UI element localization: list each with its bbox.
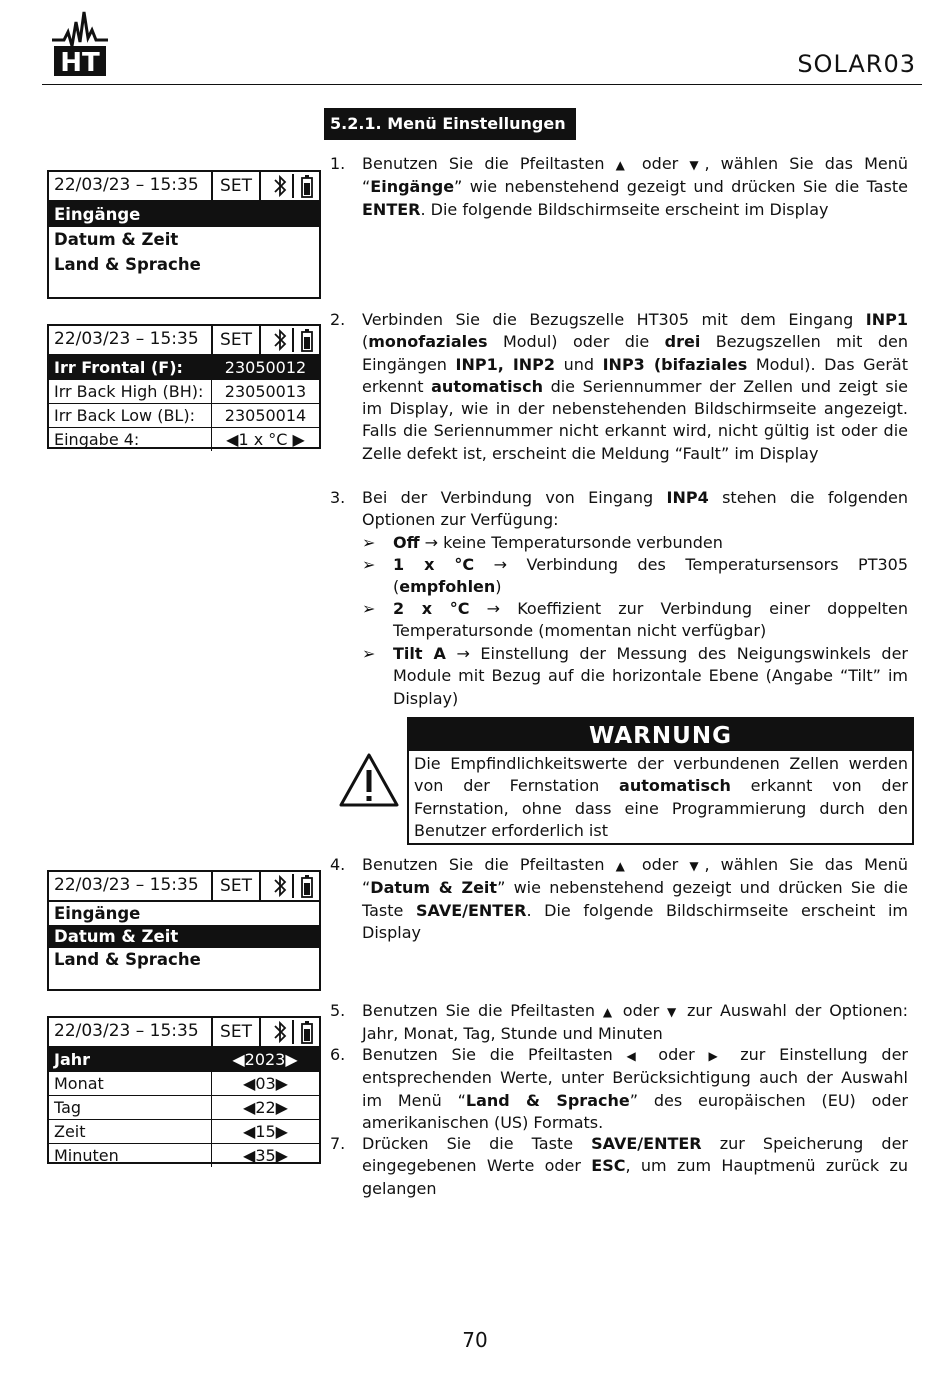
battery-icon [302, 875, 312, 897]
setting-label: Tag [54, 1098, 82, 1117]
screen-datetime: 22/03/23 – 15:35 [54, 1021, 199, 1041]
step-number: 2. [330, 310, 346, 329]
menu-item-datum-zeit[interactable]: Datum & Zeit [54, 230, 179, 249]
setting-row-tag[interactable] [49, 1096, 319, 1120]
screen-menu-date-time [47, 870, 321, 991]
step-number: 5. [330, 1001, 346, 1020]
input-value: 23050013 [211, 380, 319, 403]
input-row-eingabe-4[interactable] [49, 428, 319, 451]
screen-datetime: 22/03/23 – 15:35 [54, 175, 199, 195]
setting-row-monat[interactable] [49, 1072, 319, 1096]
option-1xc: 1 x °C → Verbindung des Temperatursensors PT305 (empfohlen) [393, 555, 908, 597]
screen-date-time-settings [47, 1016, 321, 1164]
setting-row-jahr[interactable] [49, 1048, 319, 1072]
screen-set-label: SET [211, 326, 261, 354]
warning-text: Die Empfindlichkeitswerte der verbundenen Zellen werden von der Fernstation automatisch erkannt von der Fernstation, ohne dass eine Programmierung durch den Benutzer erforderlich ist [414, 754, 909, 840]
screen-inputs [47, 324, 321, 449]
logo-text: HT [60, 48, 100, 78]
input-value: 23050012 [211, 356, 319, 379]
step-number: 4. [330, 855, 346, 874]
screen-set-label: SET [211, 1018, 261, 1046]
screen-menu-inputs [47, 170, 321, 299]
step-number: 7. [330, 1134, 346, 1153]
input-value: 23050014 [211, 404, 319, 427]
menu-item-eingaenge[interactable]: Eingänge [54, 904, 141, 923]
screen-datetime: 22/03/23 – 15:35 [54, 329, 199, 349]
ht-logo [50, 8, 110, 78]
menu-item-datum-zeit[interactable]: Datum & Zeit [49, 925, 319, 948]
setting-value: ◀22▶ [211, 1096, 319, 1119]
page-number: 70 [462, 1328, 488, 1352]
step-3-text: Bei der Verbindung von Eingang INP4 stehen die folgenden Optionen zur Verfügung: [362, 488, 908, 530]
setting-value: ◀03▶ [211, 1072, 319, 1095]
screen-header [49, 1018, 319, 1048]
step-2-text: Verbinden Sie die Bezugszelle HT305 mit dem Eingang INP1 (monofaziales Modul) oder die drei Bezugszellen mit den Eingängen INP1, INP2 und INP3 (bifaziales Modul). Das Gerät erkennt automatisch die Seriennummer der Zellen und zeigt sie im Display, wie in der nebenstehenden Bildschirmseite angezeigt. Falls die Seriennummer nicht erkannt wird, nicht gültig ist oder die Zelle defekt ist, erscheint die Meldung “Fault” im Display [362, 310, 909, 463]
screen-set-label: SET [211, 872, 261, 900]
setting-label: Zeit [54, 1122, 86, 1141]
bluetooth-icon [275, 1023, 285, 1041]
header-divider [42, 84, 922, 85]
input-label: Eingabe 4: [54, 430, 140, 449]
menu-item-eingaenge[interactable]: Eingänge [49, 202, 319, 227]
input-label: Irr Frontal (F): [54, 358, 183, 377]
input-value: ◀1 x °C ▶ [211, 428, 319, 451]
screen-datetime: 22/03/23 – 15:35 [54, 875, 199, 895]
option-off: Off → keine Temperatursonde verbunden [393, 533, 723, 552]
screen-header [49, 326, 319, 356]
bullet-marker: ➢ [362, 533, 376, 552]
option-tilt: Tilt A → Einstellung der Messung des Neigungswinkels der Module mit Bezug auf die horizontale Ebene (Angabe “Tilt” im Display) [393, 644, 908, 708]
warning-box [407, 717, 914, 845]
setting-row-minuten[interactable] [49, 1144, 319, 1167]
setting-row-zeit[interactable] [49, 1120, 319, 1144]
step-number: 6. [330, 1045, 346, 1064]
step-7-text: Drücken Sie die Taste SAVE/ENTER zur Speicherung der eingegebenen Werte oder ESC, um zum Hauptmenü zurück zu gelangen [362, 1134, 908, 1198]
option-2xc: 2 x °C → Koeffizient zur Verbindung einer doppelten Temperatursonde (momentan nicht verfügbar) [393, 599, 908, 641]
setting-label: Minuten [54, 1146, 119, 1165]
screen-set-label: SET [211, 172, 261, 200]
bluetooth-icon [275, 177, 285, 195]
input-label: Irr Back Low (BL): [54, 406, 195, 425]
warning-triangle-icon [338, 752, 400, 808]
setting-label: Monat [54, 1074, 104, 1093]
screen-header [49, 172, 319, 202]
menu-item-land-sprache[interactable]: Land & Sprache [54, 255, 201, 274]
setting-value: ◀35▶ [211, 1144, 319, 1167]
setting-value: ◀15▶ [211, 1120, 319, 1143]
step-6-text: Benutzen Sie die Pfeiltasten ◀ oder ▶ zur Einstellung der entsprechenden Werte, unter Berücksichtigung auch der Auswahl im Menü “Land & Sprache” des europäischen (EU) oder amerikanischen (US) Formats. [362, 1045, 908, 1132]
step-5-text: Benutzen Sie die Pfeiltasten ▲ oder ▼ zur Auswahl der Optionen: Jahr, Monat, Tag, Stunde und Minuten [362, 1001, 908, 1044]
bullet-marker: ➢ [362, 555, 376, 574]
input-row-back-high[interactable] [49, 380, 319, 404]
input-row-back-low[interactable] [49, 404, 319, 428]
bullet-marker: ➢ [362, 599, 376, 618]
bluetooth-icon [275, 331, 285, 349]
step-number: 1. [330, 154, 346, 173]
step-1-text: Benutzen Sie die Pfeiltasten ▲ oder ▼, wählen Sie das Menü “Eingänge” wie nebenstehend gezeigt und drücken Sie die Taste ENTER. Die folgende Bildschirmseite erscheint im Display [362, 154, 909, 219]
input-row-frontal[interactable] [49, 356, 319, 380]
model-name: SOLAR03 [797, 50, 916, 78]
step-4-text: Benutzen Sie die Pfeiltasten ▲ oder ▼, wählen Sie das Menü “Datum & Zeit” wie nebenstehend gezeigt und drücken Sie die Taste SAVE/ENTER. Die folgende Bildschirmseite erscheint im Display [362, 855, 909, 942]
setting-label: Jahr [54, 1050, 91, 1069]
bullet-marker: ➢ [362, 644, 376, 663]
battery-icon [302, 329, 312, 351]
battery-icon [302, 1021, 312, 1043]
battery-icon [302, 175, 312, 197]
setting-value: ◀2023▶ [232, 1050, 298, 1069]
bluetooth-icon [275, 877, 285, 895]
section-heading: 5.2.1. Menü Einstellungen [324, 108, 576, 140]
warning-title: WARNUNG [409, 719, 912, 751]
input-label: Irr Back High (BH): [54, 382, 204, 401]
step-number: 3. [330, 488, 346, 507]
menu-item-land-sprache[interactable]: Land & Sprache [54, 950, 201, 969]
screen-header [49, 872, 319, 902]
